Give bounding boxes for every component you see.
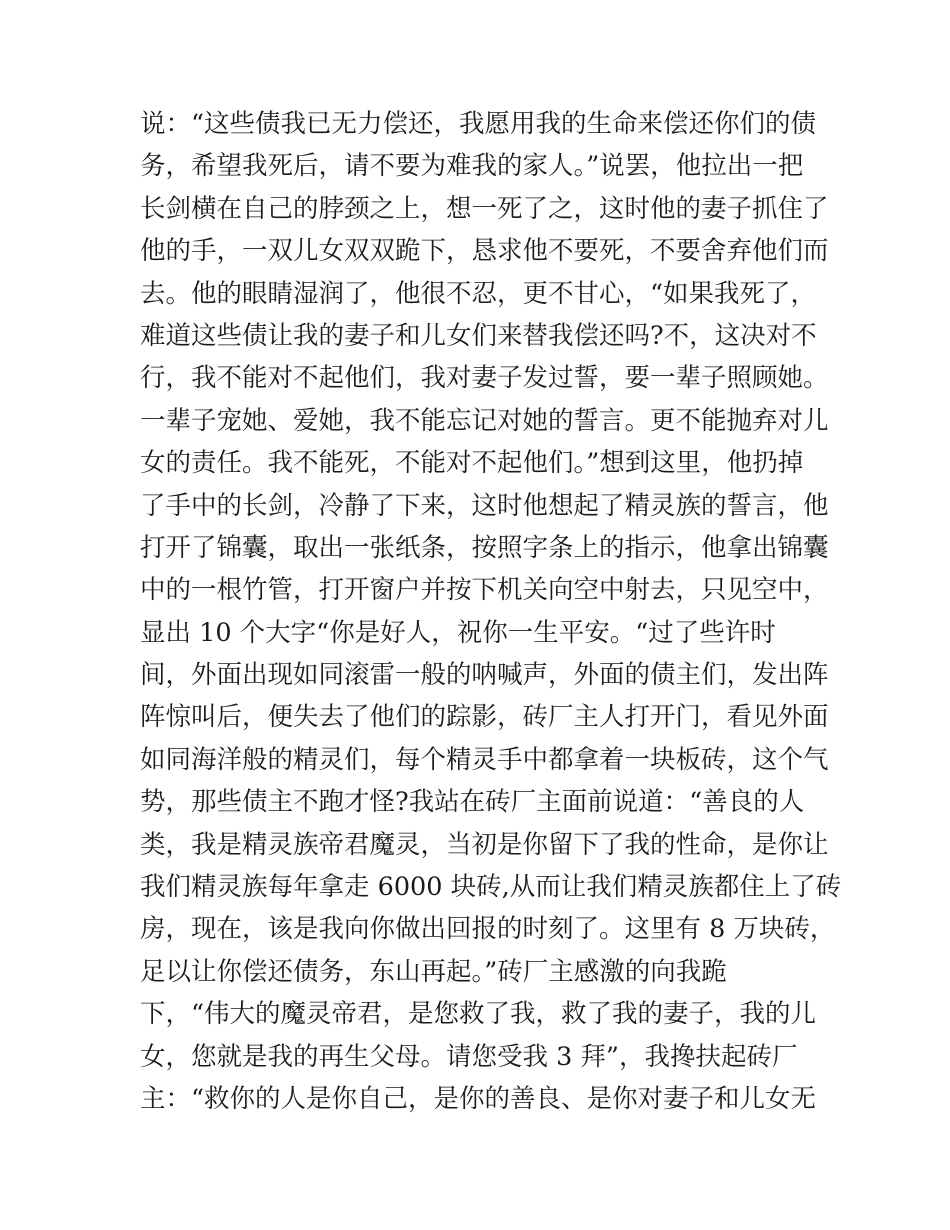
- text-line: 女的责任。我不能死，不能对不起他们。”想到这里，他扔掉: [140, 448, 804, 479]
- text-line: 下，“伟大的魔灵帝君，是您救了我，救了我的妻子，我的儿: [140, 999, 817, 1030]
- text-line: 我们精灵族每年拿走 6000 块砖,从而让我们精灵族都住上了砖: [140, 872, 842, 903]
- text-line: 行，我不能对不起他们，我对妻子发过誓，要一辈子照顾她。: [140, 363, 829, 394]
- text-line: 间，外面出现如同滚雷一般的呐喊声，外面的债主们，发出阵: [140, 660, 829, 691]
- text-line: 说：“这些债我已无力偿还，我愿用我的生命来偿还你们的债: [140, 109, 817, 139]
- text-line: 如同海洋般的精灵们，每个精灵手中都拿着一块板砖，这个气: [140, 744, 829, 775]
- text-line: 房，现在，该是我向你做出回报的时刻了。这里有 8 万块砖，: [140, 914, 836, 945]
- text-line: 显出 10 个大字“你是好人，祝你一生平安。“过了些许时: [140, 617, 776, 648]
- text-line: 类，我是精灵族帝君魔灵，当初是你留下了我的性命，是你让: [140, 829, 829, 860]
- text-line: 长剑横在自己的脖颈之上，想一死了之，这时他的妻子抓住了: [140, 193, 829, 224]
- text-line: 打开了锦囊，取出一张纸条，按照字条上的指示，他拿出锦囊: [140, 532, 829, 563]
- text-line: 势，那些债主不跑才怪?我站在砖厂主面前说道：“善良的人: [140, 787, 805, 818]
- text-line: 他的手，一双儿女双双跪下，恳求他不要死，不要舍弃他们而: [140, 236, 829, 267]
- text-line: 难道这些债让我的妻子和儿女们来替我偿还吗?不，这决对不: [140, 320, 817, 351]
- text-line: 足以让你偿还债务，东山再起。”砖厂主感激的向我跪: [140, 956, 727, 987]
- text-line: 了手中的长剑，冷静了下来，这时他想起了精灵族的誓言，他: [140, 490, 829, 521]
- text-line: 主：“救你的人是你自己，是你的善良、是你对妻子和儿女无: [140, 1083, 817, 1114]
- text-line: 务，希望我死后，请不要为难我的家人。”说罢，他拉出一把: [140, 151, 804, 182]
- text-line: 中的一根竹管，打开窗户并按下机关向空中射去，只见空中，: [140, 575, 829, 606]
- text-line: 一辈子宠她、爱她，我不能忘记对她的誓言。更不能抛弃对儿: [140, 405, 829, 436]
- text-line: 女，您就是我的再生父母。请您受我 3 拜”，我搀扶起砖厂: [140, 1041, 798, 1072]
- text-line: 去。他的眼睛湿润了，他很不忍，更不甘心，“如果我死了，: [140, 278, 817, 309]
- text-line: 阵惊叫后，便失去了他们的踪影，砖厂主人打开门，看见外面: [140, 702, 829, 733]
- body-text: [140, 103, 842, 1120]
